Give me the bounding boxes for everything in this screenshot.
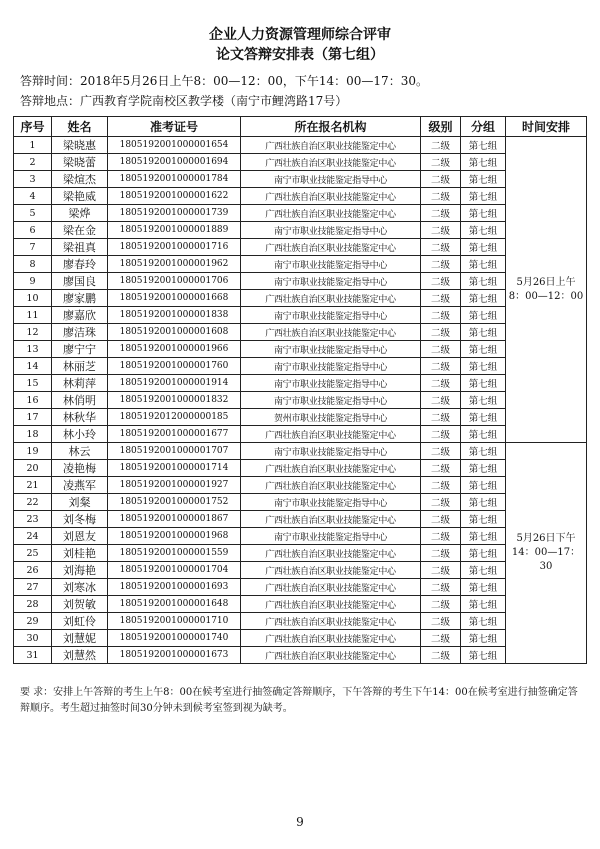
table-row <box>14 205 587 222</box>
table-row <box>14 256 587 273</box>
row-exam-number: 1805192001000001784 <box>108 171 241 188</box>
row-group: 第七组 <box>461 239 506 256</box>
row-level: 二级 <box>421 528 461 545</box>
row-name: 廖家鹏 <box>52 290 108 307</box>
row-institution: 广西壮族自治区职业技能鉴定中心 <box>241 460 421 477</box>
row-exam-number: 1805192001000001889 <box>108 222 241 239</box>
row-exam-number: 1805192001000001914 <box>108 375 241 392</box>
row-name: 梁晓惠 <box>52 137 108 154</box>
row-exam-number: 1805192001000001677 <box>108 426 241 443</box>
row-institution: 南宁市职业技能鉴定指导中心 <box>241 222 421 239</box>
row-group: 第七组 <box>461 256 506 273</box>
row-level: 二级 <box>421 630 461 647</box>
time-slot-afternoon <box>506 443 587 664</box>
table-body <box>14 137 587 664</box>
row-level: 二级 <box>421 579 461 596</box>
time-slot-range: 8：00—12：00 <box>508 290 584 302</box>
row-institution: 广西壮族自治区职业技能鉴定中心 <box>241 477 421 494</box>
table-row <box>14 596 587 613</box>
row-number: 22 <box>14 494 52 511</box>
row-group: 第七组 <box>461 630 506 647</box>
row-exam-number: 1805192001000001740 <box>108 630 241 647</box>
row-number: 12 <box>14 324 52 341</box>
row-group: 第七组 <box>461 273 506 290</box>
row-name: 刘贺敏 <box>52 596 108 613</box>
row-exam-number: 1805192001000001673 <box>108 647 241 664</box>
row-name: 梁煊杰 <box>52 171 108 188</box>
row-institution: 南宁市职业技能鉴定指导中心 <box>241 273 421 290</box>
row-exam-number: 1805192001000001716 <box>108 239 241 256</box>
row-number: 21 <box>14 477 52 494</box>
row-number: 26 <box>14 562 52 579</box>
header-exam-number: 准考证号 <box>108 117 241 137</box>
row-group: 第七组 <box>461 375 506 392</box>
row-group: 第七组 <box>461 392 506 409</box>
header-institution: 所在报名机构 <box>241 117 421 137</box>
row-level: 二级 <box>421 647 461 664</box>
row-institution: 南宁市职业技能鉴定指导中心 <box>241 392 421 409</box>
row-exam-number: 1805192001000001739 <box>108 205 241 222</box>
row-name: 林莉萍 <box>52 375 108 392</box>
row-level: 二级 <box>421 358 461 375</box>
row-exam-number: 1805192001000001694 <box>108 154 241 171</box>
row-exam-number: 1805192012000000185 <box>108 409 241 426</box>
row-institution: 南宁市职业技能鉴定指导中心 <box>241 358 421 375</box>
time-slot-date: 5月26日上午 <box>516 276 576 288</box>
row-group: 第七组 <box>461 647 506 664</box>
row-level: 二级 <box>421 596 461 613</box>
row-institution: 南宁市职业技能鉴定指导中心 <box>241 528 421 545</box>
page-number: 9 <box>296 815 304 829</box>
row-institution: 广西壮族自治区职业技能鉴定中心 <box>241 562 421 579</box>
row-exam-number: 1805192001000001706 <box>108 273 241 290</box>
table-row <box>14 324 587 341</box>
row-number: 18 <box>14 426 52 443</box>
row-exam-number: 1805192001000001760 <box>108 358 241 375</box>
row-institution: 南宁市职业技能鉴定指导中心 <box>241 341 421 358</box>
row-group: 第七组 <box>461 528 506 545</box>
row-number: 2 <box>14 154 52 171</box>
row-number: 8 <box>14 256 52 273</box>
row-group: 第七组 <box>461 426 506 443</box>
row-exam-number: 1805192001000001968 <box>108 528 241 545</box>
row-exam-number: 1805192001000001714 <box>108 460 241 477</box>
row-group: 第七组 <box>461 358 506 375</box>
row-name: 梁在金 <box>52 222 108 239</box>
row-name: 梁烨 <box>52 205 108 222</box>
row-name: 廖国良 <box>52 273 108 290</box>
row-group: 第七组 <box>461 307 506 324</box>
table-row <box>14 171 587 188</box>
row-number: 24 <box>14 528 52 545</box>
table-row <box>14 375 587 392</box>
table-row <box>14 392 587 409</box>
row-number: 16 <box>14 392 52 409</box>
row-group: 第七组 <box>461 562 506 579</box>
row-number: 17 <box>14 409 52 426</box>
row-name: 林俏明 <box>52 392 108 409</box>
row-institution: 广西壮族自治区职业技能鉴定中心 <box>241 188 421 205</box>
table-row <box>14 239 587 256</box>
table-row <box>14 358 587 375</box>
row-group: 第七组 <box>461 477 506 494</box>
header-time: 时间安排 <box>506 117 587 137</box>
row-number: 28 <box>14 596 52 613</box>
row-institution: 广西壮族自治区职业技能鉴定中心 <box>241 137 421 154</box>
row-exam-number: 1805192001000001608 <box>108 324 241 341</box>
row-name: 凌燕军 <box>52 477 108 494</box>
schedule-table <box>13 116 587 664</box>
row-institution: 南宁市职业技能鉴定指导中心 <box>241 443 421 460</box>
row-institution: 广西壮族自治区职业技能鉴定中心 <box>241 647 421 664</box>
row-institution: 广西壮族自治区职业技能鉴定中心 <box>241 613 421 630</box>
table-row <box>14 307 587 324</box>
row-group: 第七组 <box>461 596 506 613</box>
table-row <box>14 494 587 511</box>
row-number: 11 <box>14 307 52 324</box>
row-institution: 广西壮族自治区职业技能鉴定中心 <box>241 579 421 596</box>
document-title: 企业人力资源管理师综合评审 <box>209 27 391 43</box>
row-institution: 南宁市职业技能鉴定指导中心 <box>241 375 421 392</box>
table-row <box>14 154 587 171</box>
table-row <box>14 443 587 460</box>
row-name: 廖宁宁 <box>52 341 108 358</box>
row-exam-number: 1805192001000001654 <box>108 137 241 154</box>
table-row <box>14 273 587 290</box>
row-number: 10 <box>14 290 52 307</box>
row-level: 二级 <box>421 171 461 188</box>
table-row <box>14 528 587 545</box>
table-row <box>14 426 587 443</box>
row-group: 第七组 <box>461 460 506 477</box>
row-exam-number: 1805192001000001966 <box>108 341 241 358</box>
table-row <box>14 222 587 239</box>
row-level: 二级 <box>421 460 461 477</box>
header-no: 序号 <box>14 117 52 137</box>
row-number: 14 <box>14 358 52 375</box>
table-row <box>14 137 587 154</box>
row-group: 第七组 <box>461 511 506 528</box>
row-group: 第七组 <box>461 205 506 222</box>
row-institution: 广西壮族自治区职业技能鉴定中心 <box>241 290 421 307</box>
row-level: 二级 <box>421 545 461 562</box>
row-group: 第七组 <box>461 222 506 239</box>
row-institution: 广西壮族自治区职业技能鉴定中心 <box>241 596 421 613</box>
row-number: 6 <box>14 222 52 239</box>
row-institution: 广西壮族自治区职业技能鉴定中心 <box>241 545 421 562</box>
table-row <box>14 579 587 596</box>
row-number: 31 <box>14 647 52 664</box>
row-number: 13 <box>14 341 52 358</box>
row-level: 二级 <box>421 409 461 426</box>
row-group: 第七组 <box>461 171 506 188</box>
row-exam-number: 1805192001000001668 <box>108 290 241 307</box>
row-exam-number: 1805192001000001693 <box>108 579 241 596</box>
row-exam-number: 1805192001000001962 <box>108 256 241 273</box>
time-slot-date: 5月26日下午 <box>516 533 576 544</box>
row-name: 刘粲 <box>52 494 108 511</box>
row-name: 林小玲 <box>52 426 108 443</box>
row-level: 二级 <box>421 494 461 511</box>
row-name: 林云 <box>52 443 108 460</box>
row-number: 7 <box>14 239 52 256</box>
table-row <box>14 562 587 579</box>
table-row <box>14 409 587 426</box>
row-group: 第七组 <box>461 613 506 630</box>
row-name: 刘海艳 <box>52 562 108 579</box>
table-row <box>14 630 587 647</box>
row-institution: 广西壮族自治区职业技能鉴定中心 <box>241 426 421 443</box>
table-row <box>14 290 587 307</box>
row-level: 二级 <box>421 341 461 358</box>
row-group: 第七组 <box>461 154 506 171</box>
header-group: 分组 <box>461 117 506 137</box>
row-group: 第七组 <box>461 341 506 358</box>
table-row <box>14 545 587 562</box>
row-exam-number: 1805192001000001704 <box>108 562 241 579</box>
row-name: 廖嘉欣 <box>52 307 108 324</box>
row-level: 二级 <box>421 562 461 579</box>
time-slot-range: 14：00—17：30 <box>511 547 581 572</box>
row-group: 第七组 <box>461 494 506 511</box>
row-name: 林秋华 <box>52 409 108 426</box>
table-row <box>14 647 587 664</box>
row-exam-number: 1805192001000001832 <box>108 392 241 409</box>
row-level: 二级 <box>421 205 461 222</box>
row-exam-number: 1805192001000001752 <box>108 494 241 511</box>
row-number: 29 <box>14 613 52 630</box>
row-level: 二级 <box>421 154 461 171</box>
row-name: 刘慧然 <box>52 647 108 664</box>
row-number: 20 <box>14 460 52 477</box>
row-level: 二级 <box>421 443 461 460</box>
row-number: 1 <box>14 137 52 154</box>
row-group: 第七组 <box>461 188 506 205</box>
row-level: 二级 <box>421 511 461 528</box>
row-level: 二级 <box>421 256 461 273</box>
row-number: 15 <box>14 375 52 392</box>
row-name: 廖洁珠 <box>52 324 108 341</box>
requirements-note: 要 求：安排上午答辩的考生上午8：00在候考室进行抽签确定答辩顺序，下午答辩的考生下午14：00在候考室进行抽签确定答辩顺序。考生超过抽签时间30分钟未到候考室签到视为缺考。 <box>20 687 578 714</box>
row-institution: 广西壮族自治区职业技能鉴定中心 <box>241 239 421 256</box>
row-level: 二级 <box>421 290 461 307</box>
row-name: 刘冬梅 <box>52 511 108 528</box>
row-group: 第七组 <box>461 324 506 341</box>
row-institution: 广西壮族自治区职业技能鉴定中心 <box>241 630 421 647</box>
row-group: 第七组 <box>461 137 506 154</box>
row-level: 二级 <box>421 392 461 409</box>
row-level: 二级 <box>421 239 461 256</box>
row-level: 二级 <box>421 324 461 341</box>
row-group: 第七组 <box>461 409 506 426</box>
row-number: 27 <box>14 579 52 596</box>
table-row <box>14 460 587 477</box>
row-name: 林丽芝 <box>52 358 108 375</box>
row-number: 3 <box>14 171 52 188</box>
row-level: 二级 <box>421 613 461 630</box>
row-exam-number: 1805192001000001710 <box>108 613 241 630</box>
row-number: 30 <box>14 630 52 647</box>
table-row <box>14 341 587 358</box>
row-institution: 南宁市职业技能鉴定指导中心 <box>241 307 421 324</box>
row-level: 二级 <box>421 137 461 154</box>
table-row <box>14 188 587 205</box>
row-level: 二级 <box>421 426 461 443</box>
table-header-row <box>14 117 587 137</box>
row-name: 刘寒冰 <box>52 579 108 596</box>
row-institution: 贺州市职业技能鉴定指导中心 <box>241 409 421 426</box>
row-institution: 广西壮族自治区职业技能鉴定中心 <box>241 324 421 341</box>
row-exam-number: 1805192001000001927 <box>108 477 241 494</box>
row-institution: 广西壮族自治区职业技能鉴定中心 <box>241 154 421 171</box>
row-name: 刘恩友 <box>52 528 108 545</box>
row-level: 二级 <box>421 188 461 205</box>
row-level: 二级 <box>421 273 461 290</box>
table-row <box>14 477 587 494</box>
row-level: 二级 <box>421 222 461 239</box>
row-name: 梁艳威 <box>52 188 108 205</box>
row-exam-number: 1805192001000001622 <box>108 188 241 205</box>
header-level: 级别 <box>421 117 461 137</box>
row-exam-number: 1805192001000001707 <box>108 443 241 460</box>
row-exam-number: 1805192001000001559 <box>108 545 241 562</box>
row-name: 刘虹伶 <box>52 613 108 630</box>
row-name: 梁晓蕾 <box>52 154 108 171</box>
header-name: 姓名 <box>52 117 108 137</box>
table-row <box>14 613 587 630</box>
row-group: 第七组 <box>461 443 506 460</box>
row-institution: 南宁市职业技能鉴定指导中心 <box>241 171 421 188</box>
row-number: 25 <box>14 545 52 562</box>
row-number: 4 <box>14 188 52 205</box>
row-exam-number: 1805192001000001838 <box>108 307 241 324</box>
row-number: 5 <box>14 205 52 222</box>
row-level: 二级 <box>421 307 461 324</box>
row-name: 刘慧妮 <box>52 630 108 647</box>
row-exam-number: 1805192001000001648 <box>108 596 241 613</box>
row-group: 第七组 <box>461 290 506 307</box>
row-institution: 南宁市职业技能鉴定指导中心 <box>241 256 421 273</box>
row-institution: 南宁市职业技能鉴定指导中心 <box>241 494 421 511</box>
row-name: 刘桂艳 <box>52 545 108 562</box>
row-name: 凌艳梅 <box>52 460 108 477</box>
defense-time-line: 答辩时间：2018年5月26日上午8：00—12：00，下午14：00—17：30。 <box>20 74 428 88</box>
row-group: 第七组 <box>461 545 506 562</box>
row-level: 二级 <box>421 375 461 392</box>
row-institution: 广西壮族自治区职业技能鉴定中心 <box>241 205 421 222</box>
row-group: 第七组 <box>461 579 506 596</box>
row-name: 梁祖真 <box>52 239 108 256</box>
row-number: 23 <box>14 511 52 528</box>
row-exam-number: 1805192001000001867 <box>108 511 241 528</box>
row-name: 廖春玲 <box>52 256 108 273</box>
time-slot-morning <box>506 137 587 443</box>
defense-place-line: 答辩地点：广西教育学院南校区教学楼（南宁市鲤湾路17号） <box>20 94 348 108</box>
row-number: 9 <box>14 273 52 290</box>
row-number: 19 <box>14 443 52 460</box>
table-row <box>14 511 587 528</box>
row-institution: 广西壮族自治区职业技能鉴定中心 <box>241 511 421 528</box>
row-level: 二级 <box>421 477 461 494</box>
document-subtitle: 论文答辩安排表（第七组） <box>216 47 384 63</box>
